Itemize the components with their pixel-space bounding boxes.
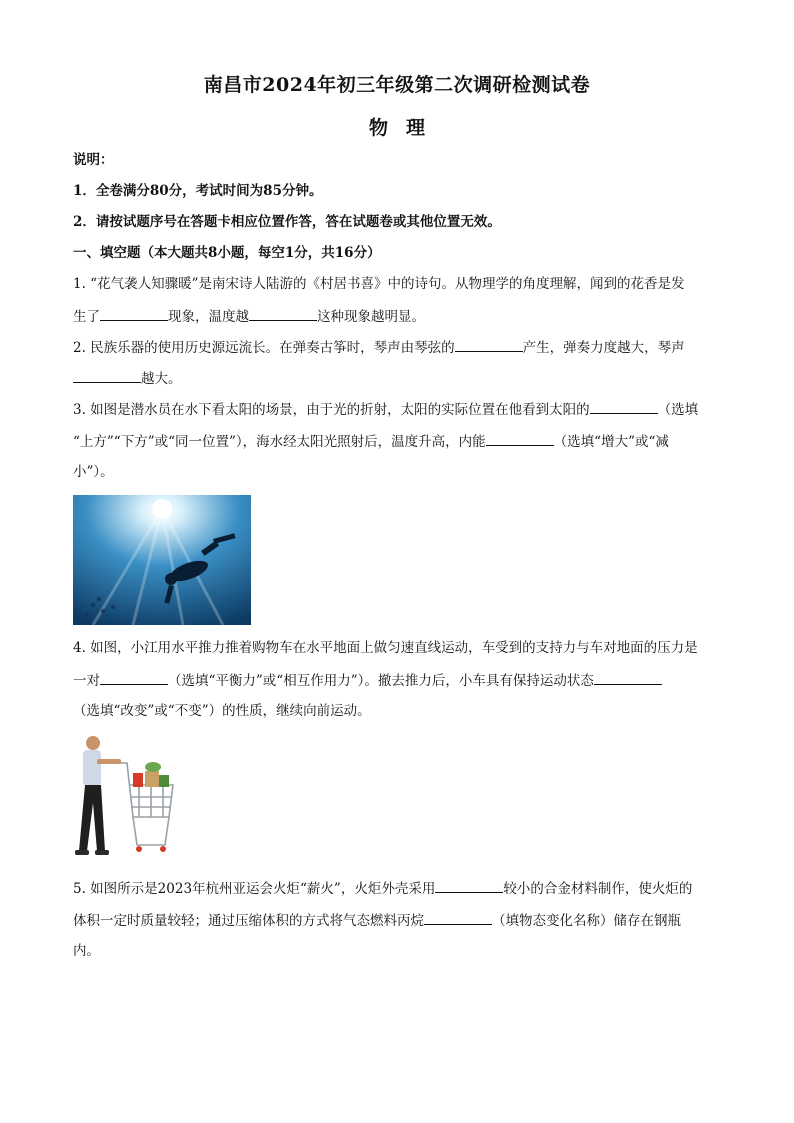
q1-text-a: 生了 [73, 309, 100, 325]
section-heading: 一、填空题（本大题共8小题，每空1分，共16分） [73, 245, 381, 261]
q5-text-a: 5. 如图所示是2023年杭州亚运会火炬“薪火”，火炬外壳采用 [73, 881, 436, 897]
q2-line-2 [73, 368, 723, 389]
notes-item-2: 2．请按试题序号在答题卡相应位置作答，答在试题卷或其他位置无效。 [73, 214, 501, 230]
q3-line-1 [73, 399, 723, 420]
q3-text-a: 3. 如图是潜水员在水下看太阳的场景，由于光的折射，太阳的实际位置在他看到太阳的 [73, 402, 590, 418]
q5-blank-1[interactable] [435, 878, 503, 893]
q3-text-d: （选填“增大”或“减 [553, 434, 669, 450]
q3-blank-2[interactable] [486, 431, 554, 446]
q1-text-c: 这种现象越明显。 [317, 309, 425, 325]
man-pushing-shopping-cart-image [73, 733, 177, 863]
q3-line-2 [73, 431, 723, 452]
subject-title: 物理 [368, 117, 443, 139]
q4-text-b: （选填“平衡力”或“相互作用力”）。撤去推力后，小车具有保持运动状态 [168, 673, 594, 689]
q2-text-a: 2. 民族乐器的使用历史源远流长。在弹奏古筝时，琴声由琴弦的 [73, 340, 455, 356]
q5-text-c: 体积一定时质量较轻；通过压缩体积的方式将气态燃料丙烷 [73, 913, 424, 929]
diver-underwater-image [73, 495, 251, 625]
notes-item-1: 1．全卷满分80分，考试时间为85分钟。 [73, 183, 323, 199]
q3-text-c: “上方”“下方”或“同一位置”），海水经太阳光照射后，温度升高，内能 [73, 434, 486, 450]
q5-text-d: （填物态变化名称）储存在钢瓶 [492, 913, 681, 929]
q2-text-b: 产生，弹奏力度越大，琴声 [522, 340, 685, 356]
q5-blank-2[interactable] [424, 910, 492, 925]
q4-text-a: 一对 [73, 673, 100, 689]
q5-line-3: 内。 [73, 943, 100, 959]
q2-line-1 [73, 337, 723, 358]
q4-line-2 [73, 670, 723, 691]
q3-text-b: （选填 [657, 402, 699, 418]
q1-line-2 [73, 306, 723, 327]
q4-line-3: （选填“改变”或“不变”）的性质，继续向前运动。 [73, 703, 371, 719]
q1-blank-1[interactable] [100, 306, 168, 321]
q1-text-b: 现象，温度越 [168, 309, 249, 325]
q5-line-2 [73, 910, 723, 931]
q3-blank-1[interactable] [590, 399, 658, 414]
q1-line-1: 1. “花气袭人知骤暖”是南宋诗人陆游的《村居书喜》中的诗句。从物理学的角度理解，闻到的花香是发 [73, 276, 685, 292]
q4-line-1: 4. 如图，小江用水平推力推着购物车在水平地面上做匀速直线运动，车受到的支持力与车对地面的压力是 [73, 640, 698, 656]
notes-label: 说明： [73, 152, 114, 168]
q2-text-c: 越大。 [141, 371, 182, 387]
q1-blank-2[interactable] [249, 306, 317, 321]
q3-line-3: 小”）。 [73, 464, 114, 480]
exam-title: 南昌市2024年初三年级第二次调研检测试卷 [203, 74, 591, 96]
q2-blank-1[interactable] [455, 337, 523, 352]
q4-blank-2[interactable] [594, 670, 662, 685]
q2-blank-2[interactable] [73, 368, 141, 383]
q5-line-1 [73, 878, 723, 899]
q5-text-b: 较小的合金材料制作，使火炬的 [503, 881, 693, 897]
q4-blank-1[interactable] [100, 670, 168, 685]
